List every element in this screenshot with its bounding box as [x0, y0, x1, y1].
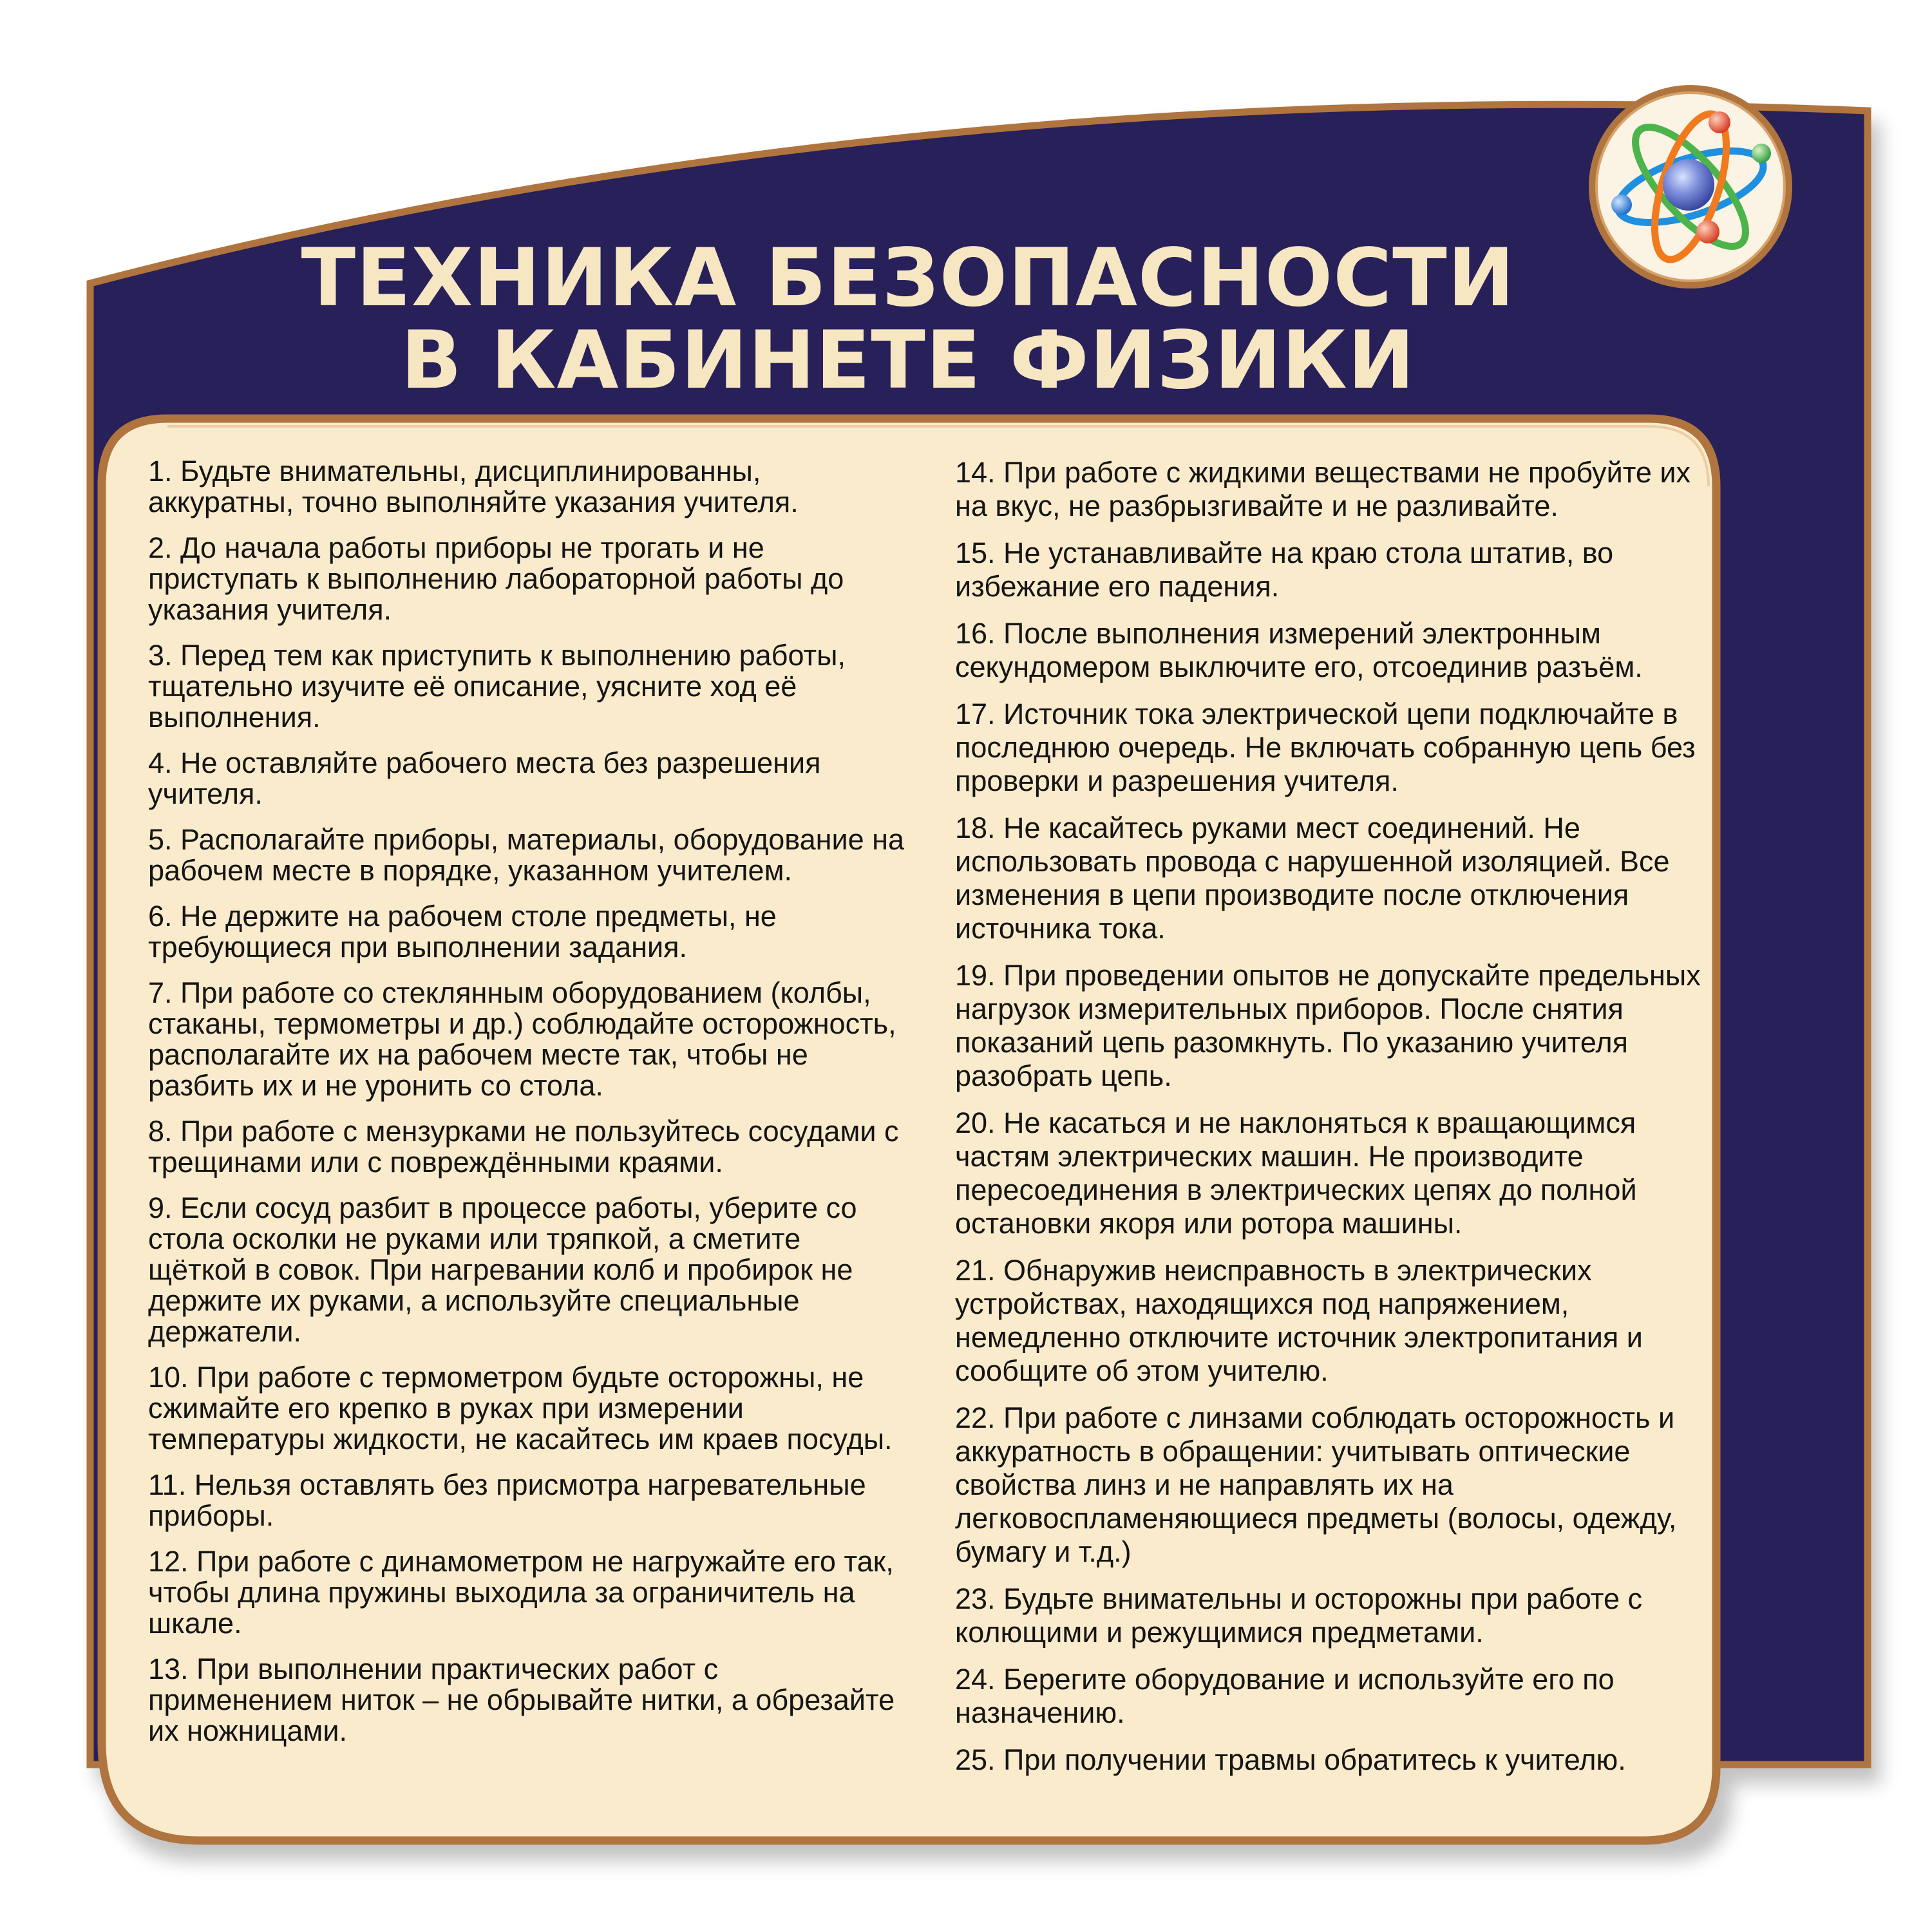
rule-item: 15. Не устанавливайте на краю стола штатив, во избежание его падения.: [955, 536, 1614, 603]
rule-item: 16. После выполнения измерений электронным секундомером выключите его, отсоединив разъём.: [955, 617, 1643, 683]
poster-title-line-2: В КАБИНЕТЕ ФИЗИКИ: [401, 314, 1416, 407]
rule-item: 22. При работе с линзами соблюдать осторожность и аккуратность в обращении: учитывать оптические свойства линз и не направлять их на легковоспламеняющиеся предметы (волосы, одежду, бумагу и т.д.): [955, 1401, 1677, 1568]
rule-item: 3. Перед тем как приступить к выполнению работы, тщательно изучите её описание, уясните ход её выполнения.: [148, 639, 846, 734]
poster-title-line-1: ТЕХНИКА БЕЗОПАСНОСТИ: [301, 232, 1515, 325]
rule-item: 21. Обнаружив неисправность в электрических устройствах, находящихся под напряжением, немедленно отключите источник электропитания и сообщите об этом учителю.: [955, 1254, 1643, 1387]
rule-item: 8. При работе с мензурками не пользуйтесь сосудами с трещинами или с повреждёнными краями.: [148, 1115, 899, 1179]
rule-item: 11. Нельзя оставлять без присмотра нагревательные приборы.: [148, 1468, 866, 1532]
rule-item: 6. Не держите на рабочем столе предметы, не требующиеся при выполнении задания.: [148, 900, 777, 963]
rule-item: 4. Не оставляйте рабочего места без разрешения учителя.: [148, 746, 821, 810]
rule-item: 17. Источник тока электрической цепи подключайте в последнюю очередь. Не включать собранную цепь без проверки и разрешения учителя.: [955, 697, 1696, 797]
rule-item: 24. Берегите оборудование и используйте его по назначению.: [955, 1663, 1615, 1729]
rule-item: 18. Не касайтесь руками мест соединений. Не использовать провода с нарушенной изоляцией. Все изменения в цепи производите после отключения источника тока.: [955, 811, 1670, 945]
rule-item: 25. При получении травмы обратитесь к учителю.: [955, 1743, 1626, 1776]
rule-item: 10. При работе с термометром будьте осторожны, не сжимайте его крепко в руках при измерении температуры жидкости, не касайтесь им краев посуды.: [148, 1361, 893, 1455]
rules-column-right: [955, 456, 1709, 1790]
rule-item: 1. Будьте внимательны, дисциплинированны, аккуратны, точно выполняйте указания учителя.: [148, 455, 799, 518]
rule-item: 13. При выполнении практических работ с применением ниток – не обрывайте нитки, а обрезайте их ножницами.: [148, 1653, 895, 1747]
rule-item: 12. При работе с динамометром не нагружайте его так, чтобы длина пружины выходила за ограничитель на шкале.: [148, 1545, 894, 1640]
rule-item: 2. До начала работы приборы не трогать и не приступать к выполнению лабораторной работы до указания учителя.: [148, 531, 844, 626]
rule-item: 7. При работе со стеклянным оборудованием (колбы, стаканы, термометры и др.) соблюдайте осторожность, располагайте их на рабочем месте так, чтобы не разбить их и не уронить со стола.: [148, 976, 896, 1102]
rule-item: 5. Располагайте приборы, материалы, оборудование на рабочем месте в порядке, указанном учителем.: [148, 823, 905, 887]
rule-item: 23. Будьте внимательны и осторожны при работе с колющими и режущимися предметами.: [955, 1582, 1643, 1649]
rule-item: 9. Если сосуд разбит в процессе работы, уберите со стола осколки не руками или тряпкой, а сметите щёткой в совок. При нагревании колб и пробирок не держите их руками, а используйте специальные держатели.: [148, 1191, 857, 1348]
rules-column-left: [148, 456, 905, 1761]
rule-item: 14. При работе с жидкими веществами не пробуйте их на вкус, не разбрызгивайте и не разливайте.: [955, 456, 1691, 522]
rule-item: 19. При проведении опытов не допускайте предельных нагрузок измерительных приборов. После снятия показаний цепь разомкнуть. По указанию учителя разобрать цепь.: [955, 959, 1701, 1092]
rule-item: 20. Не касаться и не наклоняться к вращающимся частям электрических машин. Не производите пересоединения в электрических цепях до полной остановки якоря или ротора машины.: [955, 1106, 1637, 1240]
